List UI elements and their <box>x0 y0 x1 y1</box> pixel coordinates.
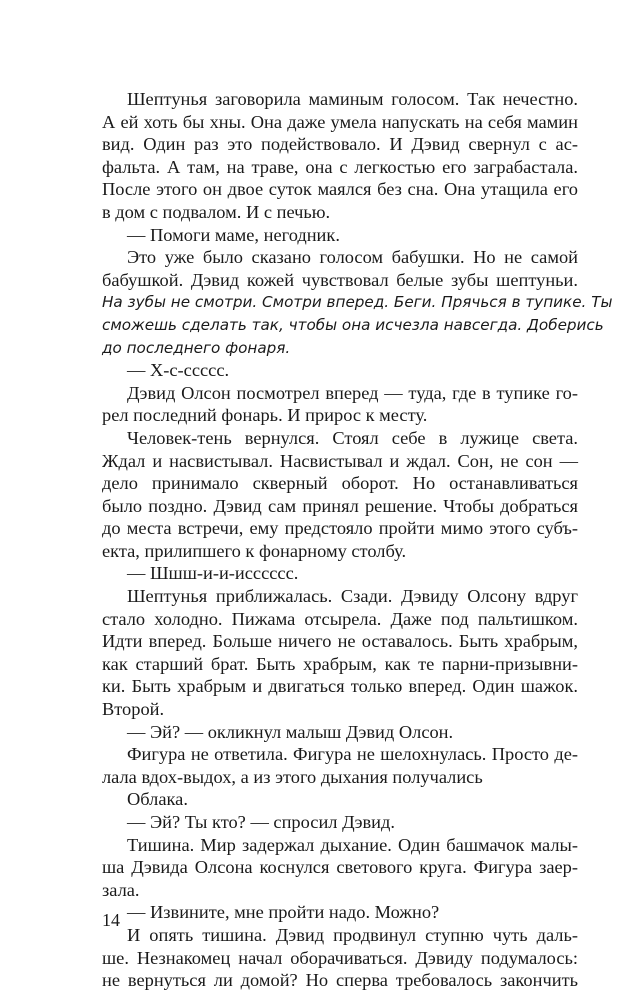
text-line: Второй. <box>102 699 165 720</box>
text-line: Фигура не ответила. Фигура не шелохнулась. Просто де- <box>127 744 578 765</box>
text-line: Тишина. Мир задержал дыхание. Один башмачок малы- <box>127 834 578 855</box>
text-line: стало холодно. Пижама отсырела. Даже под пальтишком. <box>102 608 578 629</box>
body-text <box>102 88 613 992</box>
text-line: Идти вперед. Больше ничего не оставалось. Быть храбрым, <box>102 631 578 652</box>
text-line: сможешь сделать так, чтобы она исчезла навсегда. Доберись <box>102 315 604 334</box>
text-line: Шептунья приближалась. Сзади. Дэвиду Олсону вдруг <box>127 586 578 607</box>
text-line: И опять тишина. Дэвид продвинул ступню чуть даль- <box>127 924 578 945</box>
text-line: Это уже было сказано голосом бабушки. Но не самой <box>127 247 578 268</box>
text-line: зала. <box>102 879 140 900</box>
text-line: Шептунья заговорила маминым голосом. Так нечестно. <box>127 89 578 109</box>
text-line: После этого он двое суток маялся без сна. Она утащила его <box>102 179 578 200</box>
text-line: фальта. А там, на траве, она с легкостью его заграбастала. <box>102 156 578 177</box>
text-line: Дэвид Олсон посмотрел вперед — туда, где в тупике го- <box>127 382 578 403</box>
text-line: — Помоги маме, негодник. <box>127 224 340 245</box>
text-line: ше. Незнакомец начал оборачиваться. Дэвиду подумалось: <box>102 947 578 968</box>
text-line: лала вдох-выдох, а из этого дыхания получались <box>102 766 483 787</box>
text-line: вид. Один раз это подействовало. И Дэвид свернул с ас- <box>102 134 578 155</box>
text-line: ша Дэвида Олсона коснулся светового круга. Фигура заер- <box>102 857 578 878</box>
text-line: рел последний фонарь. И прирос к месту. <box>102 405 428 426</box>
text-line: в дом с подвалом. И с печью. <box>102 201 331 222</box>
text-line: было поздно. Дэвид сам принял решение. Чтобы добраться <box>102 495 578 516</box>
text-line: — Шшш-и-и-исссссс. <box>127 563 299 584</box>
text-line: как старший брат. Быть храбрым, как те парни-призывни- <box>102 653 578 674</box>
text-line: — Х-с-ссссс. <box>127 360 230 381</box>
text-line: до места встречи, ему предстояло пройти мимо этого субъ- <box>102 518 578 539</box>
text-line: Человек-тень вернулся. Стоял себе в лужице света. <box>127 427 578 448</box>
text-line: На зубы не смотри. Смотри вперед. Беги. Прячься в тупике. Ты <box>102 293 613 312</box>
text-line: — Извините, мне пройти надо. Можно? <box>127 902 440 923</box>
text-line: Ждал и насвистывал. Насвистывал и ждал. Сон, не сон — <box>102 450 578 471</box>
text-line: не вернуться ли домой? Но сперва требовалось закончить <box>102 970 578 991</box>
text-line: — Эй? — окликнул малыш Дэвид Олсон. <box>127 721 454 742</box>
text-line: Облака. <box>127 789 188 810</box>
text-line: бабушкой. Дэвид кожей чувствовал белые зубы шептуньи. <box>102 269 578 290</box>
text-line: до последнего фонаря. <box>102 338 291 357</box>
text-line: екта, прилипшего к фонарному столбу. <box>102 540 407 561</box>
page-number: 14 <box>102 910 120 930</box>
text-line: ки. Быть храбрым и двигаться только вперед. Один шажок. <box>102 676 578 697</box>
text-line: — Эй? Ты кто? — спросил Дэвид. <box>127 812 395 832</box>
text-line: А ей хоть бы хны. Она даже умела напускать на себя мамин <box>102 111 578 132</box>
text-line: дело принимало скверный оборот. Но останавливаться <box>102 473 578 494</box>
